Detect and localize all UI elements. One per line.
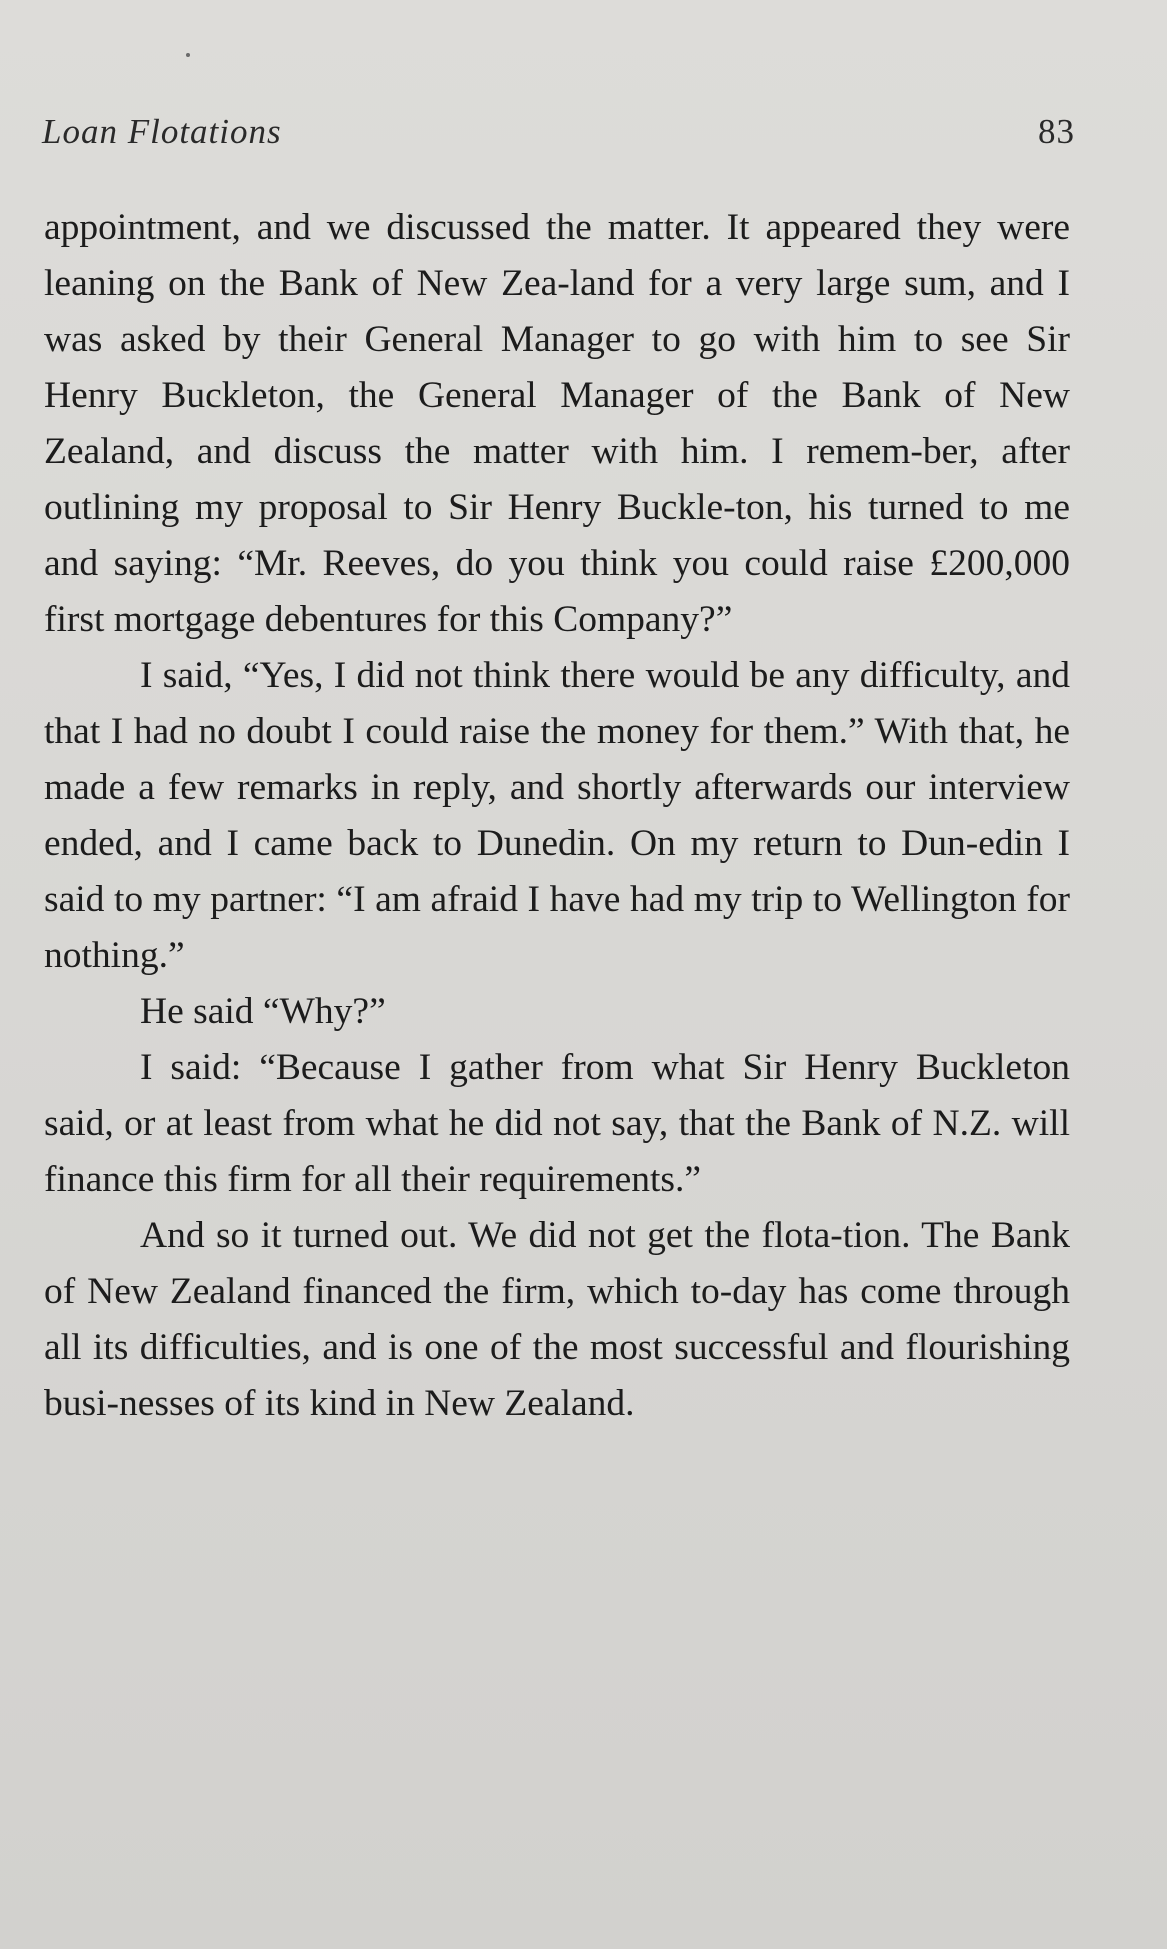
- chapter-title: Loan Flotations: [42, 112, 282, 151]
- paragraph-5: And so it turned out. We did not get the flota-tion. The Bank of New Zealand financed the firm, which to-day has come through all its difficulties, and is one of the most successful and flourishing busi-nesses of its kind in New Zealand.: [44, 1215, 1070, 1424]
- paragraph-1: appointment, and we discussed the matter. It appeared they were leaning on the Bank of New Zea-land for a very large sum, and I was asked by their General Manager to go with him to see Sir Henry Buckleton, the General Manager of the Bank of New Zealand, and discuss the matter with him. I remem-ber, after outlining my proposal to Sir Henry Buckle-ton, his turned to me and saying: “Mr. Reeves, do you think you could raise £200,000 first mortgage debentures for this Company?”: [44, 207, 1070, 640]
- paragraph-4: I said: “Because I gather from what Sir Henry Buckleton said, or at least from what he did not say, that the Bank of N.Z. will finance this firm for all their requirements.”: [44, 1047, 1070, 1200]
- paragraph-2: I said, “Yes, I did not think there would be any difficulty, and that I had no doubt I could raise the money for them.” With that, he made a few remarks in reply, and shortly afterwards our interview ended, and I came back to Dunedin. On my return to Dun-edin I said to my partner: “I am afraid I have had my trip to Wellington for nothing.”: [44, 655, 1070, 976]
- running-head: [42, 112, 1075, 162]
- body-text: [44, 200, 1070, 1432]
- speck-mark: [186, 53, 190, 57]
- page-number: 83: [1038, 112, 1075, 151]
- paragraph-3: He said “Why?”: [140, 991, 386, 1032]
